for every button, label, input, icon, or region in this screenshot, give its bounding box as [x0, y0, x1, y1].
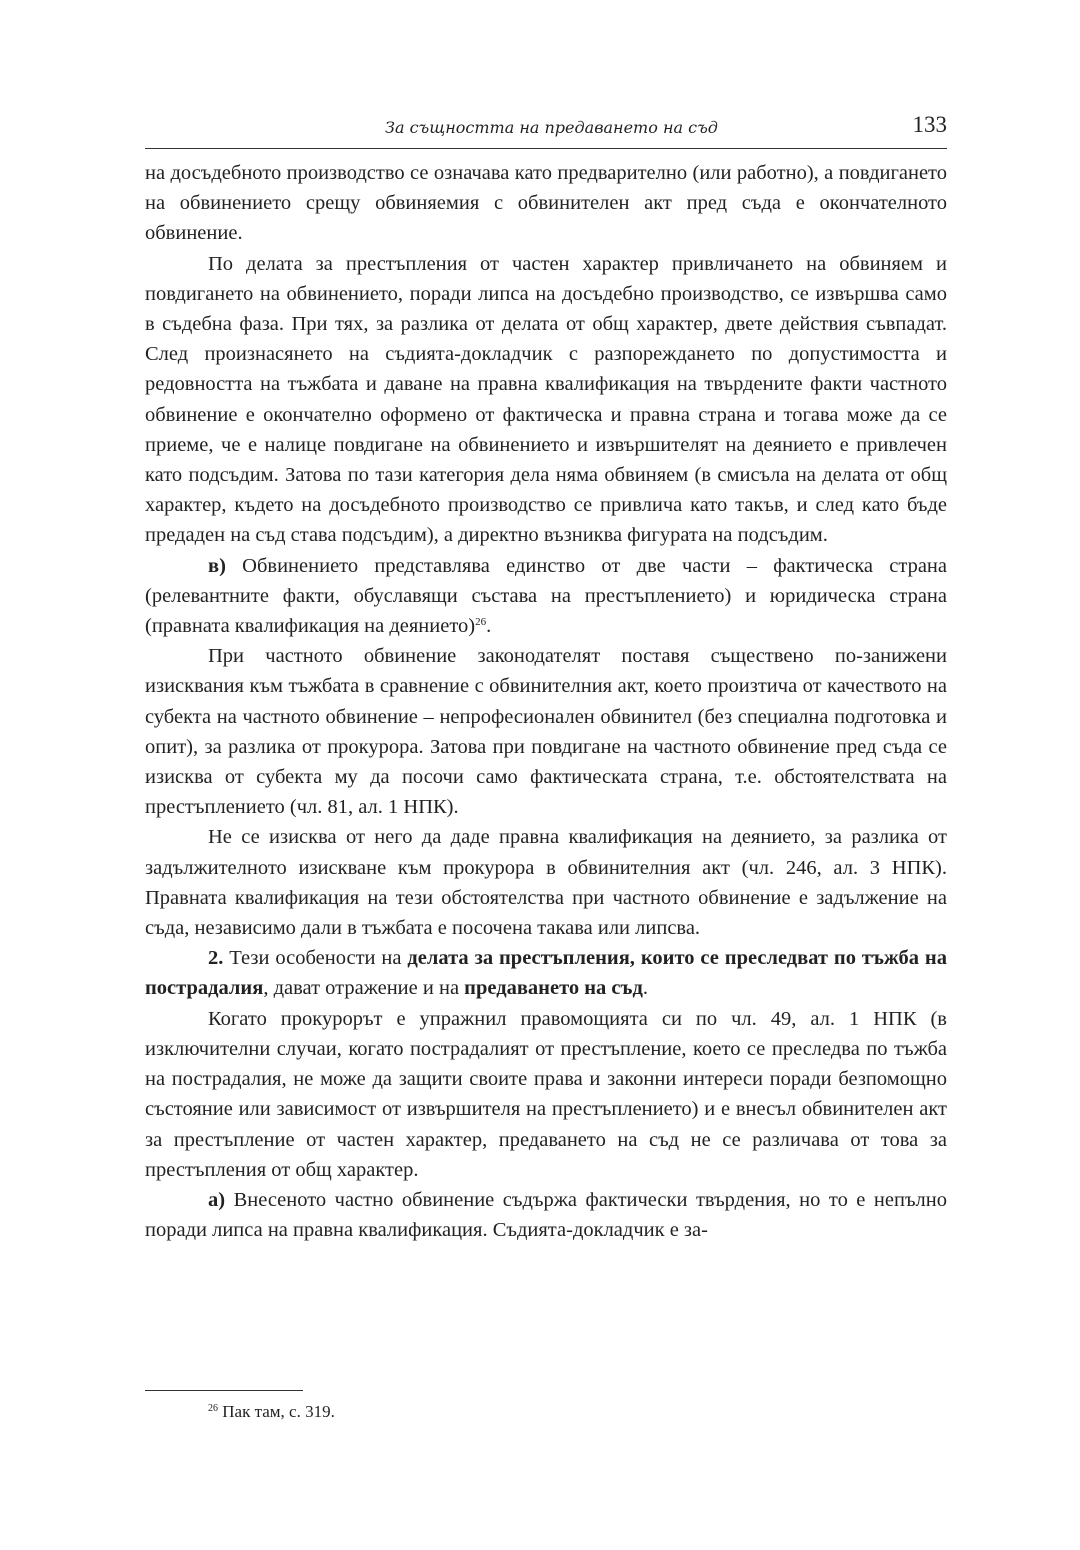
footnote-reference[interactable]: 26 [475, 616, 487, 629]
paragraph: При частното обвинение законодателят поставя съществено по-занижени изисквания към тъжбата в сравнение с обвинителния акт, което произтича от качеството на субекта на частното обвинение – непрофесионален обвинител (без специална подготовка и опит), за разлика от прокурора. Затова при повдигане на частното обвинение пред съда се изисква от субекта му да посочи само фактическата страна, т.е. обстоятелствата на престъплението (чл. 81, ал. 1 НПК). [145, 645, 947, 819]
paragraph [145, 1185, 947, 1245]
list-marker: в) [208, 554, 226, 577]
emphasis-text: делата за престъпления, които се преследват по тъжба на пострадалия [145, 947, 947, 1000]
footnote-number: 26 [208, 1403, 218, 1414]
page-number: 133 [912, 112, 947, 137]
paragraph-text: Внесеното частно обвинение съдържа фактически твърдения, но то е непълно поради липса на правна квалификация. Съдията-докладчик е за- [145, 1188, 947, 1242]
list-marker: 2. [208, 947, 224, 970]
list-marker: а) [208, 1188, 226, 1211]
footnote [208, 1402, 335, 1422]
paragraph: на досъдебното производство се означава като предварително (или работно), а повдигането на обвинението срещу обвиняемия с обвинителен акт пред съда е окончателното обвинение. [145, 162, 947, 245]
paragraph-text: . [486, 615, 492, 638]
page-body [145, 158, 947, 1245]
paragraph-text: Тези особености на [223, 947, 408, 970]
paragraph: По делата за престъпления от частен характер привличането на обвиняем и повдигането на обвинението, поради липса на досъдебно производство, се извършва само в съдебна фаза. При тях, за разлика от делата от общ характер, двете действия съвпадат. След произнасянето на съдията-докладчик с разпореждането по допустимостта и редовността на тъжбата и даване на правна квалификация на твърдените факти частното обвинение е окончателно оформено от фактическа и правна страна и тогава може да се приеме, че е налице повдигане на обвинението и извършителят на деянието е привлечен като подсъдим. Затова по тази категория дела няма обвиняем (в смисъла на делата от общ характер, където на досъдебното производство се привлича като такъв, и след като бъде предаден на съд става подсъдим), а директно възниква фигурата на подсъдим. [145, 252, 947, 547]
paragraph-text: , дават отражение и на [263, 977, 465, 1000]
paragraph: Когато прокурорът е упражнил правомощията си по чл. 49, ал. 1 НПК (в изключителни случаи, когато пострадалият от престъпление, което се преследва по тъжба на пострадалия, не може да защити своите права и законни интереси поради безпомощно състояние или зависимост от извършителя на престъплението) и е внесъл обвинителен акт за престъпление от частен характер, предаването на съд не се различава от това за престъпления от общ характер. [145, 1007, 947, 1181]
paragraph-text: . [642, 977, 648, 1000]
paragraph [145, 551, 947, 642]
paragraph-text: Обвинението представлява единство от две части – фактическа страна (релевантните факти, обуславящи състава на престъплението) и юридическа страна (правната квалификация на деянието) [145, 554, 947, 638]
footnote-text: Пак там, с. 319. [218, 1402, 335, 1421]
paragraph [145, 943, 947, 1003]
footnote-divider [145, 1390, 303, 1391]
running-title: За същността на предаването на съд [385, 118, 718, 137]
paragraph: Не се изисква от него да даде правна квалификация на деянието, за разлика от задължителното изискване към прокурора в обвинителния акт (чл. 246, ал. 3 НПК). Правната квалификация на тези обстоятелства при частното обвинение е задължение на съда, независимо дали в тъжбата е посочена такава или липсва. [145, 826, 947, 940]
page-header [145, 112, 947, 149]
emphasis-text: предаването на съд [464, 977, 643, 1000]
